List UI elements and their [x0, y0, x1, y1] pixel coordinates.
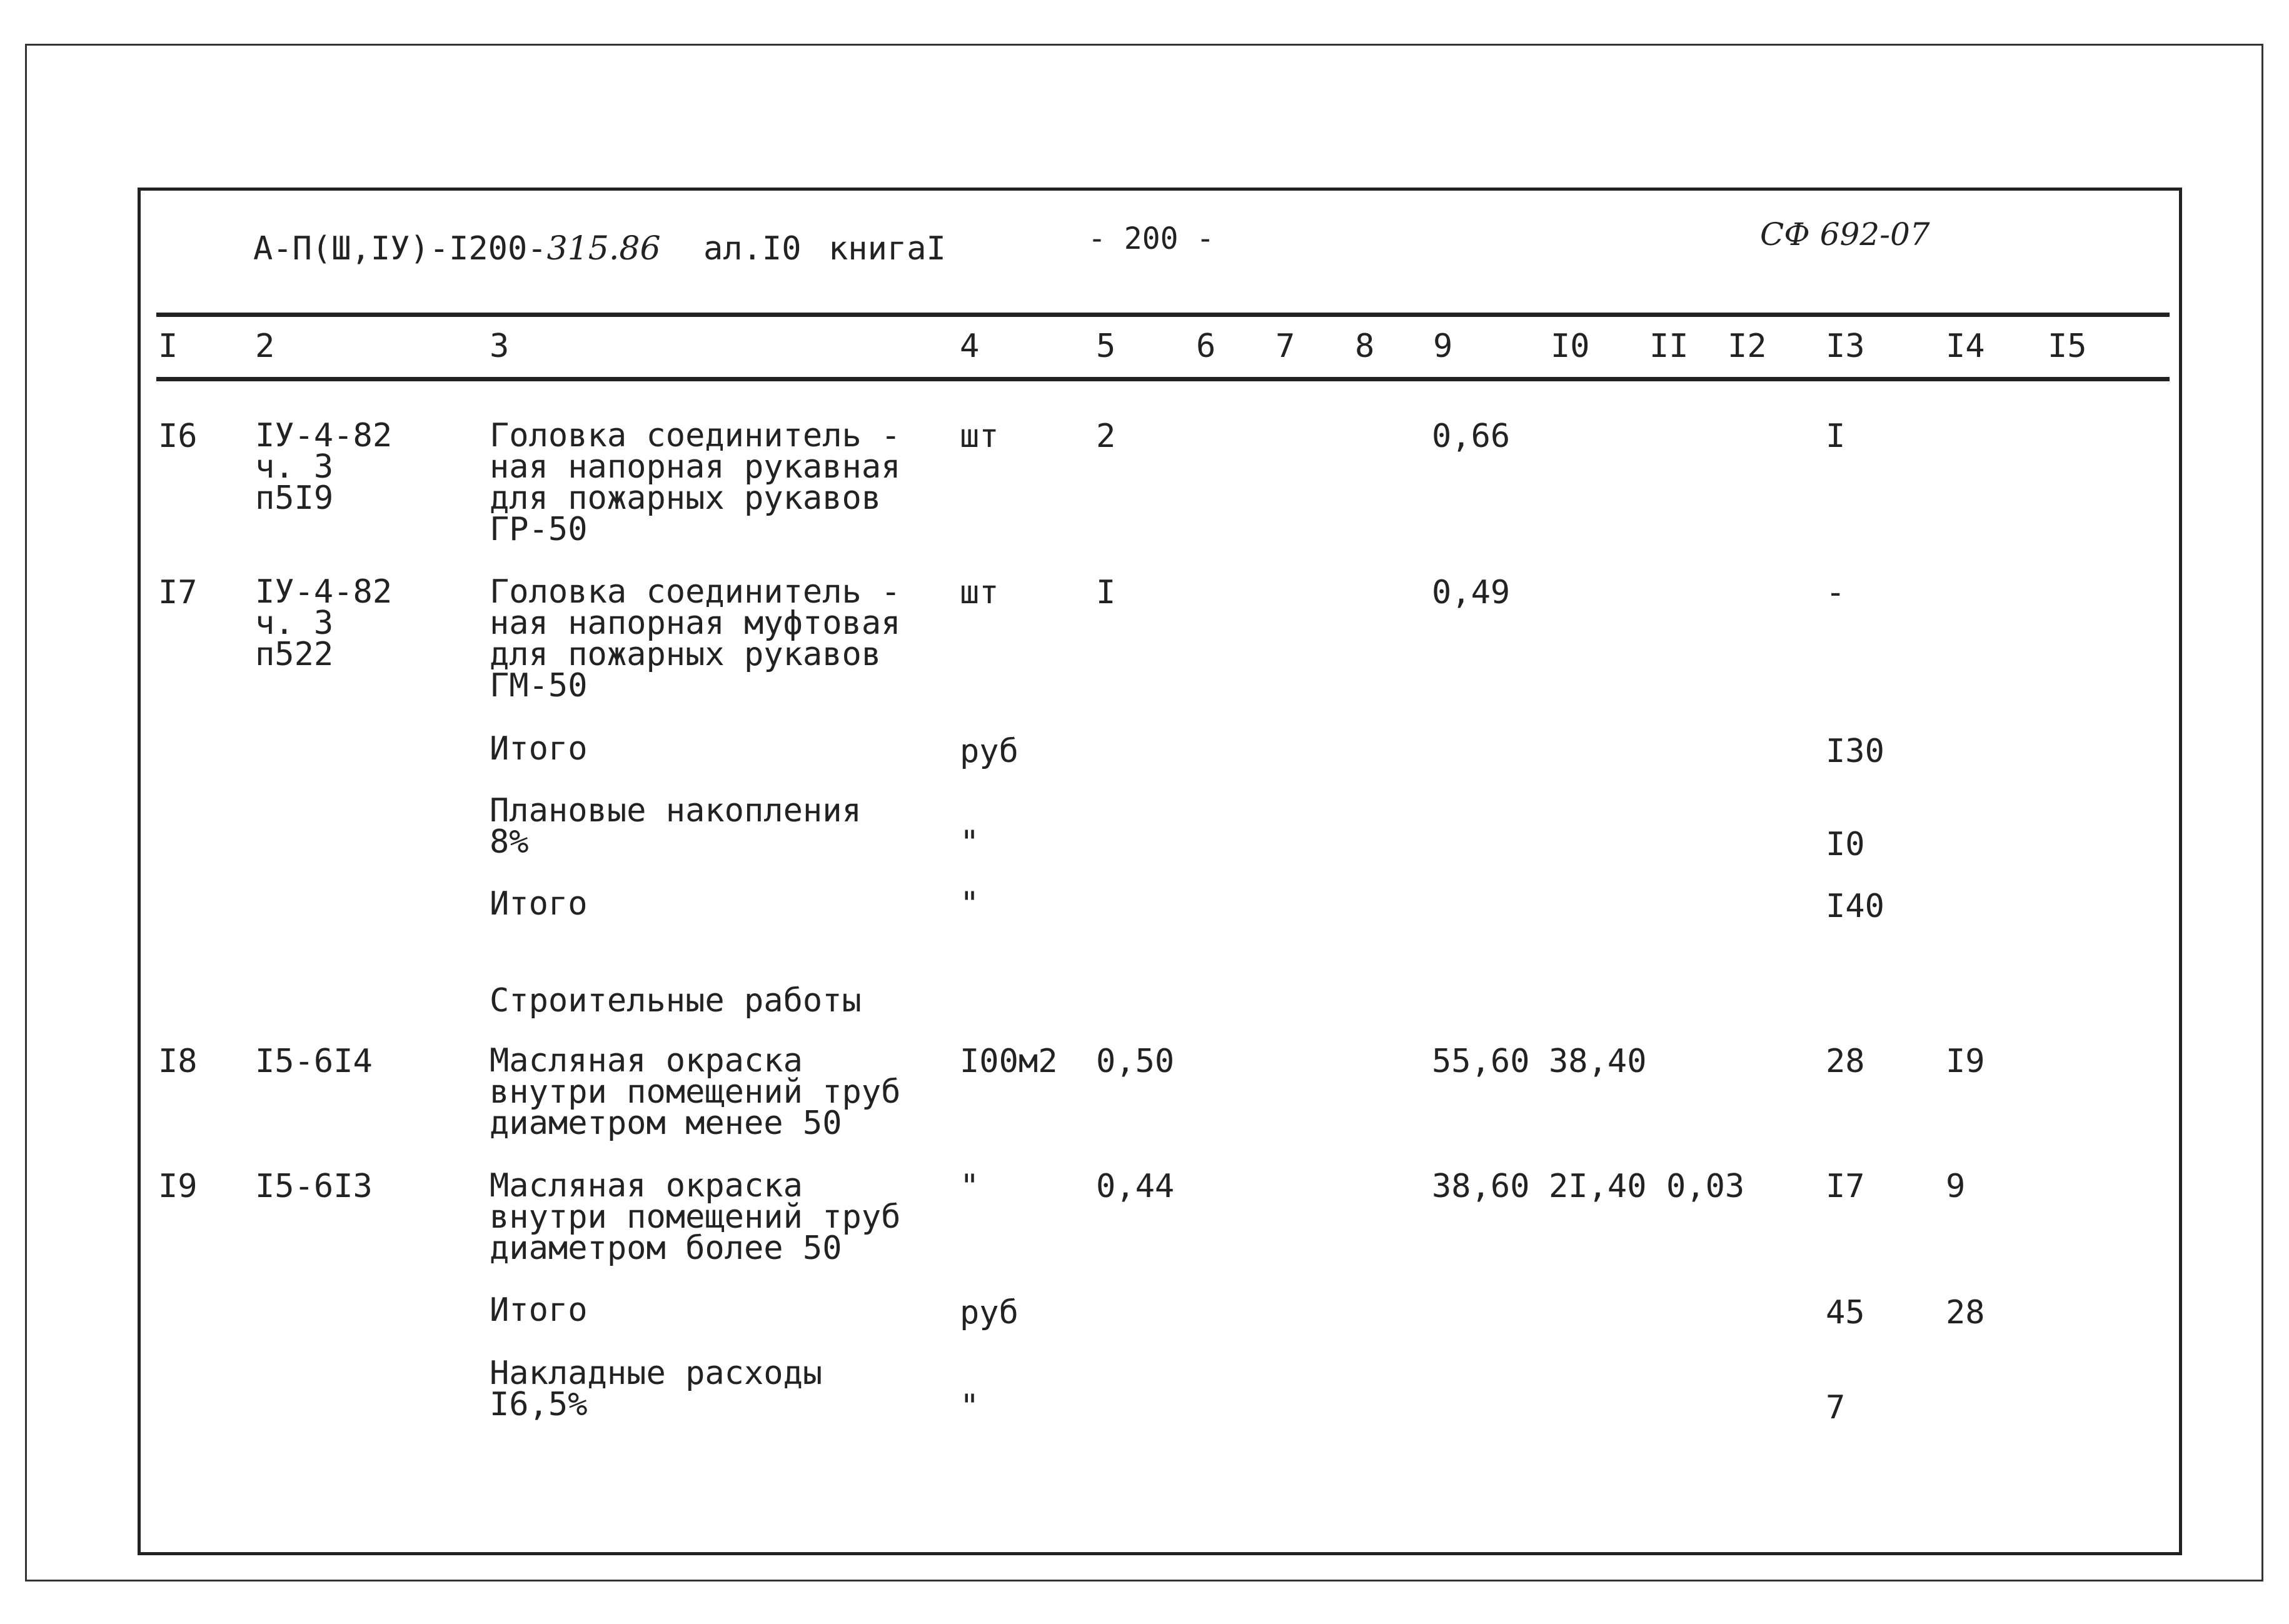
- row-col9: 0,49: [1432, 574, 1511, 611]
- section-heading: Строительные работы: [490, 982, 862, 1020]
- row-unit: ": [960, 885, 980, 923]
- row-col9: 55,60: [1432, 1043, 1530, 1080]
- row-unit: ": [960, 1388, 980, 1425]
- row-name: Плановые накопления 8%: [490, 792, 862, 861]
- col-header-11: II: [1649, 328, 1689, 365]
- doc-code: [253, 230, 661, 268]
- row-col14: I9: [1946, 1043, 1985, 1080]
- col-header-1: I: [158, 328, 178, 365]
- col-header-10: I0: [1551, 328, 1590, 365]
- row-number: I7: [158, 574, 198, 611]
- row-name: Головка соединитель - ная напорная муфтовая для пожарных рукавов ГМ-50: [490, 573, 901, 704]
- page-number: - 200 -: [1088, 221, 1215, 256]
- row-unit: шт: [960, 418, 999, 455]
- row-code: IУ-4-82 ч. 3 п522: [255, 573, 393, 673]
- row-name: Головка соединитель - ная напорная рукавная для пожарных рукавов ГР-50: [490, 417, 901, 548]
- subtotal-label: Итого: [490, 1291, 588, 1329]
- row-code: I5-6I4: [255, 1043, 373, 1080]
- col-header-15: I5: [2048, 328, 2087, 365]
- row-number: I9: [158, 1168, 198, 1205]
- row-col5: 0,50: [1096, 1043, 1175, 1080]
- row-col5: 2: [1096, 418, 1116, 455]
- row-col13: I0: [1826, 826, 1865, 863]
- col-header-4: 4: [960, 328, 980, 365]
- row-col13: I30: [1826, 733, 1884, 770]
- row-number: I6: [158, 418, 198, 455]
- header-top-rule: [156, 313, 2170, 317]
- row-unit: руб: [960, 733, 1019, 770]
- row-col13: 7: [1826, 1389, 1846, 1426]
- col-header-2: 2: [255, 328, 275, 365]
- row-name: Масляная окраска внутри помещений труб диаметром менее 50: [490, 1042, 901, 1142]
- col-header-9: 9: [1433, 328, 1453, 365]
- row-code: IУ-4-82 ч. 3 п5I9: [255, 417, 393, 517]
- sheet-code: СФ 692-07: [1760, 216, 1930, 253]
- col-header-13: I3: [1826, 328, 1865, 365]
- row-unit: ": [960, 824, 980, 861]
- row-col10: 2I,40: [1549, 1168, 1647, 1205]
- row-col13: I: [1826, 418, 1846, 455]
- col-header-6: 6: [1196, 328, 1216, 365]
- book-number: книгаI: [828, 230, 946, 268]
- row-col13: -: [1826, 574, 1846, 611]
- row-code: I5-6I3: [255, 1168, 373, 1205]
- row-unit: I00м2: [960, 1043, 1058, 1080]
- doc-code-suffix: 315.86: [546, 230, 661, 268]
- row-unit: руб: [960, 1294, 1019, 1331]
- col-header-5: 5: [1096, 328, 1116, 365]
- row-col13: 28: [1826, 1043, 1865, 1080]
- doc-code-prefix: А-П(Ш,IУ)-I200-: [253, 230, 547, 268]
- row-name: Накладные расходы I6,5%: [490, 1355, 823, 1423]
- row-col9: 38,60: [1432, 1168, 1530, 1205]
- row-name: Масляная окраска внутри помещений труб диаметром более 50: [490, 1167, 901, 1267]
- col-header-14: I4: [1946, 328, 1985, 365]
- row-col14: 28: [1946, 1294, 1985, 1331]
- row-unit: шт: [960, 574, 999, 611]
- row-col14: 9: [1946, 1168, 1966, 1205]
- row-unit: ": [960, 1168, 980, 1205]
- row-col10: 38,40: [1549, 1043, 1647, 1080]
- col-header-8: 8: [1355, 328, 1375, 365]
- subtotal-label: Итого: [490, 885, 588, 923]
- col-header-3: 3: [490, 328, 510, 365]
- album-number: ал.I0: [703, 230, 802, 268]
- row-col11: 0,03: [1666, 1168, 1745, 1205]
- row-col13: I40: [1826, 888, 1884, 925]
- row-col13: I7: [1826, 1168, 1865, 1205]
- subtotal-label: Итого: [490, 730, 588, 768]
- col-header-12: I2: [1728, 328, 1767, 365]
- row-number: I8: [158, 1043, 198, 1080]
- row-col13: 45: [1826, 1294, 1865, 1331]
- col-header-7: 7: [1275, 328, 1295, 365]
- row-col5: I: [1096, 574, 1116, 611]
- table-frame: [138, 188, 2182, 1555]
- row-col9: 0,66: [1432, 418, 1511, 455]
- header-bottom-rule: [156, 377, 2170, 381]
- row-col5: 0,44: [1096, 1168, 1175, 1205]
